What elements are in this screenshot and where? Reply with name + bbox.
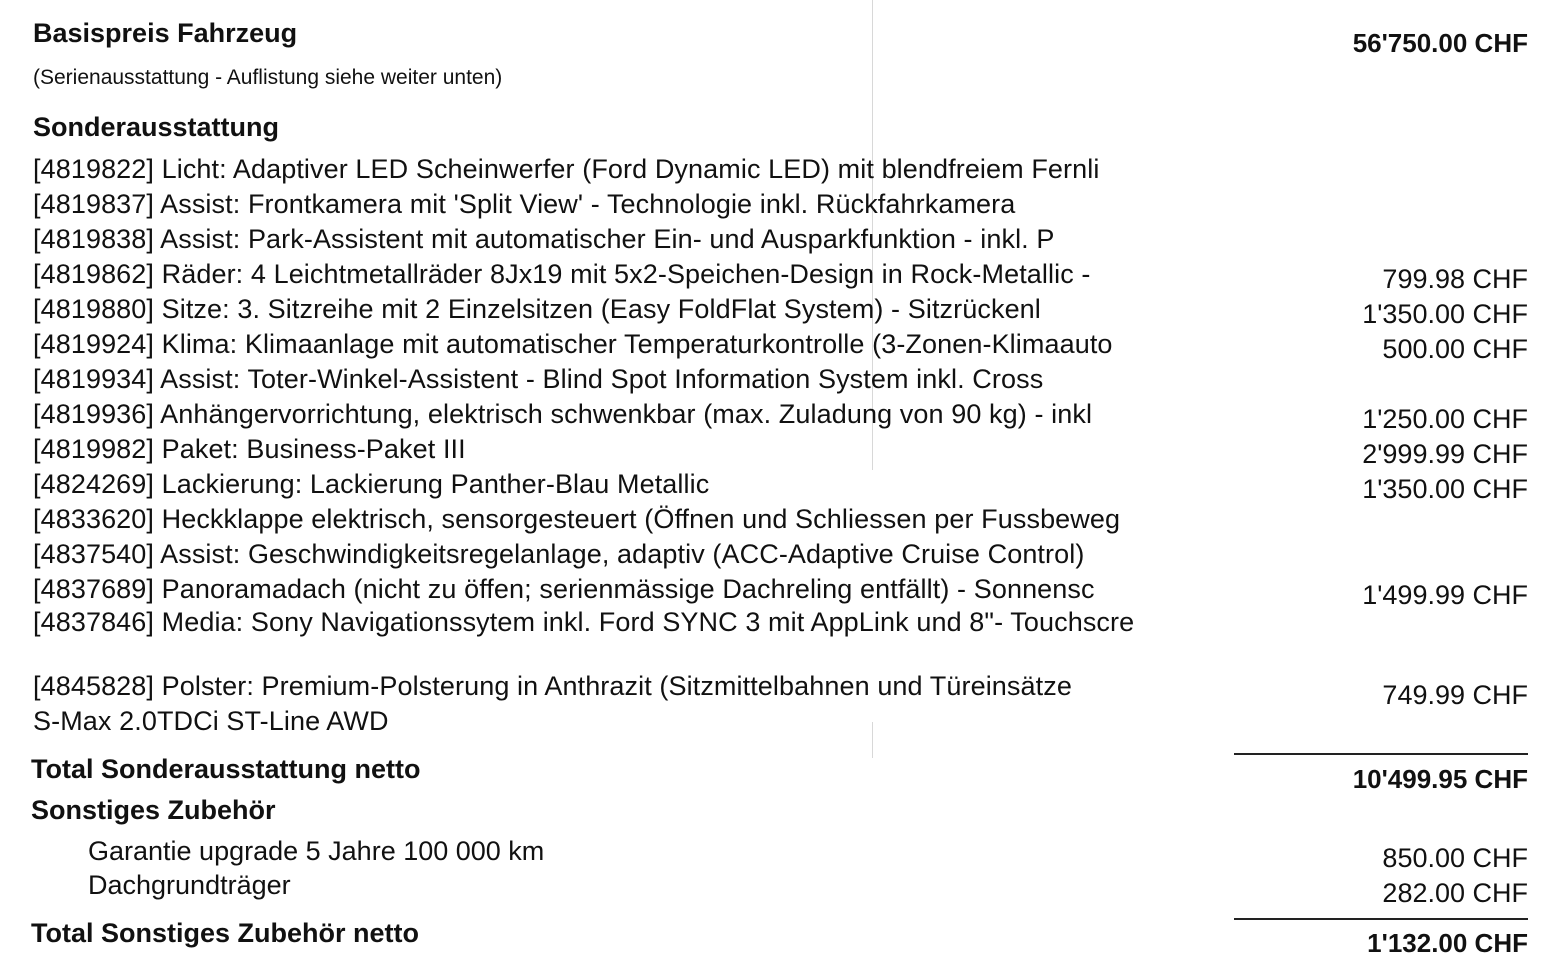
options-total-label: Total Sonderausstattung netto [31,754,421,784]
option-price: 1'350.00 CHF [1362,474,1528,504]
option-item: [4819862] Räder: 4 Leichtmetallräder 8Jx19 mit 5x2-Speichen-Design in Rock-Metallic - [33,259,1091,289]
accessories-total-rule [1234,918,1528,920]
option-item: S-Max 2.0TDCi ST-Line AWD [33,706,389,736]
option-item: [4819822] Licht: Adaptiver LED Scheinwerfer (Ford Dynamic LED) mit blendfreiem Fernli [33,154,1100,184]
option-item: [4833620] Heckklappe elektrisch, sensorgesteuert (Öffnen und Schliessen per Fussbeweg [33,504,1121,534]
option-price: 1'350.00 CHF [1362,299,1528,329]
accessory-price: 282.00 CHF [1382,878,1528,908]
option-item: [4819934] Assist: Toter-Winkel-Assistent - Blind Spot Information System inkl. Cross [33,364,1044,394]
options-total-value: 10'499.95 CHF [1352,764,1528,794]
accessory-item: Dachgrundträger [88,870,291,900]
options-title: Sonderausstattung [33,112,280,142]
base-price-note: (Serienausstattung - Auflistung siehe weiter unten) [33,66,503,89]
option-item: [4819936] Anhängervorrichtung, elektrisch schwenkbar (max. Zuladung von 90 kg) - inkl [33,399,1093,429]
base-price-value: 56'750.00 CHF [1352,28,1528,58]
option-item: [4819982] Paket: Business-Paket III [33,434,466,464]
option-item: [4845828] Polster: Premium-Polsterung in Anthrazit (Sitzmittelbahnen und Türeinsätze [33,671,1072,701]
option-price: 749.99 CHF [1382,680,1528,710]
option-price: 799.98 CHF [1382,264,1528,294]
option-item: [4837689] Panoramadach (nicht zu öffen; serienmässige Dachreling entfällt) - Sonnensc [33,574,1095,604]
option-item: [4824269] Lackierung: Lackierung Panther-Blau Metallic [33,469,710,499]
option-price: 1'250.00 CHF [1362,404,1528,434]
option-item: [4819837] Assist: Frontkamera mit 'Split View' - Technologie inkl. Rückfahrkamera [33,189,1016,219]
accessories-total-value: 1'132.00 CHF [1367,928,1528,958]
accessory-item: Garantie upgrade 5 Jahre 100 000 km [88,836,545,866]
accessories-total-label: Total Sonstiges Zubehör netto [31,918,419,948]
option-item: [4819880] Sitze: 3. Sitzreihe mit 2 Einzelsitzen (Easy FoldFlat System) - Sitzrückenl [33,294,1041,324]
option-item: [4837846] Media: Sony Navigationssytem inkl. Ford SYNC 3 mit AppLink und 8"- Touchscre [33,607,1135,637]
option-price: 500.00 CHF [1382,334,1528,364]
option-item: [4819924] Klima: Klimaanlage mit automatischer Temperaturkontrolle (3-Zonen-Klimaauto [33,329,1113,359]
option-item: [4837540] Assist: Geschwindigkeitsregelanlage, adaptiv (ACC-Adaptive Cruise Control) [33,539,1085,569]
options-list [33,152,1233,739]
base-price-title: Basispreis Fahrzeug [33,18,298,48]
option-item: [4819838] Assist: Park-Assistent mit automatischer Ein- und Ausparkfunktion - inkl. P [33,224,1055,254]
option-price: 2'999.99 CHF [1362,439,1528,469]
accessory-price: 850.00 CHF [1382,843,1528,873]
option-price: 1'499.99 CHF [1362,580,1528,610]
accessories-title: Sonstiges Zubehör [31,795,276,825]
options-total-rule [1234,753,1528,755]
